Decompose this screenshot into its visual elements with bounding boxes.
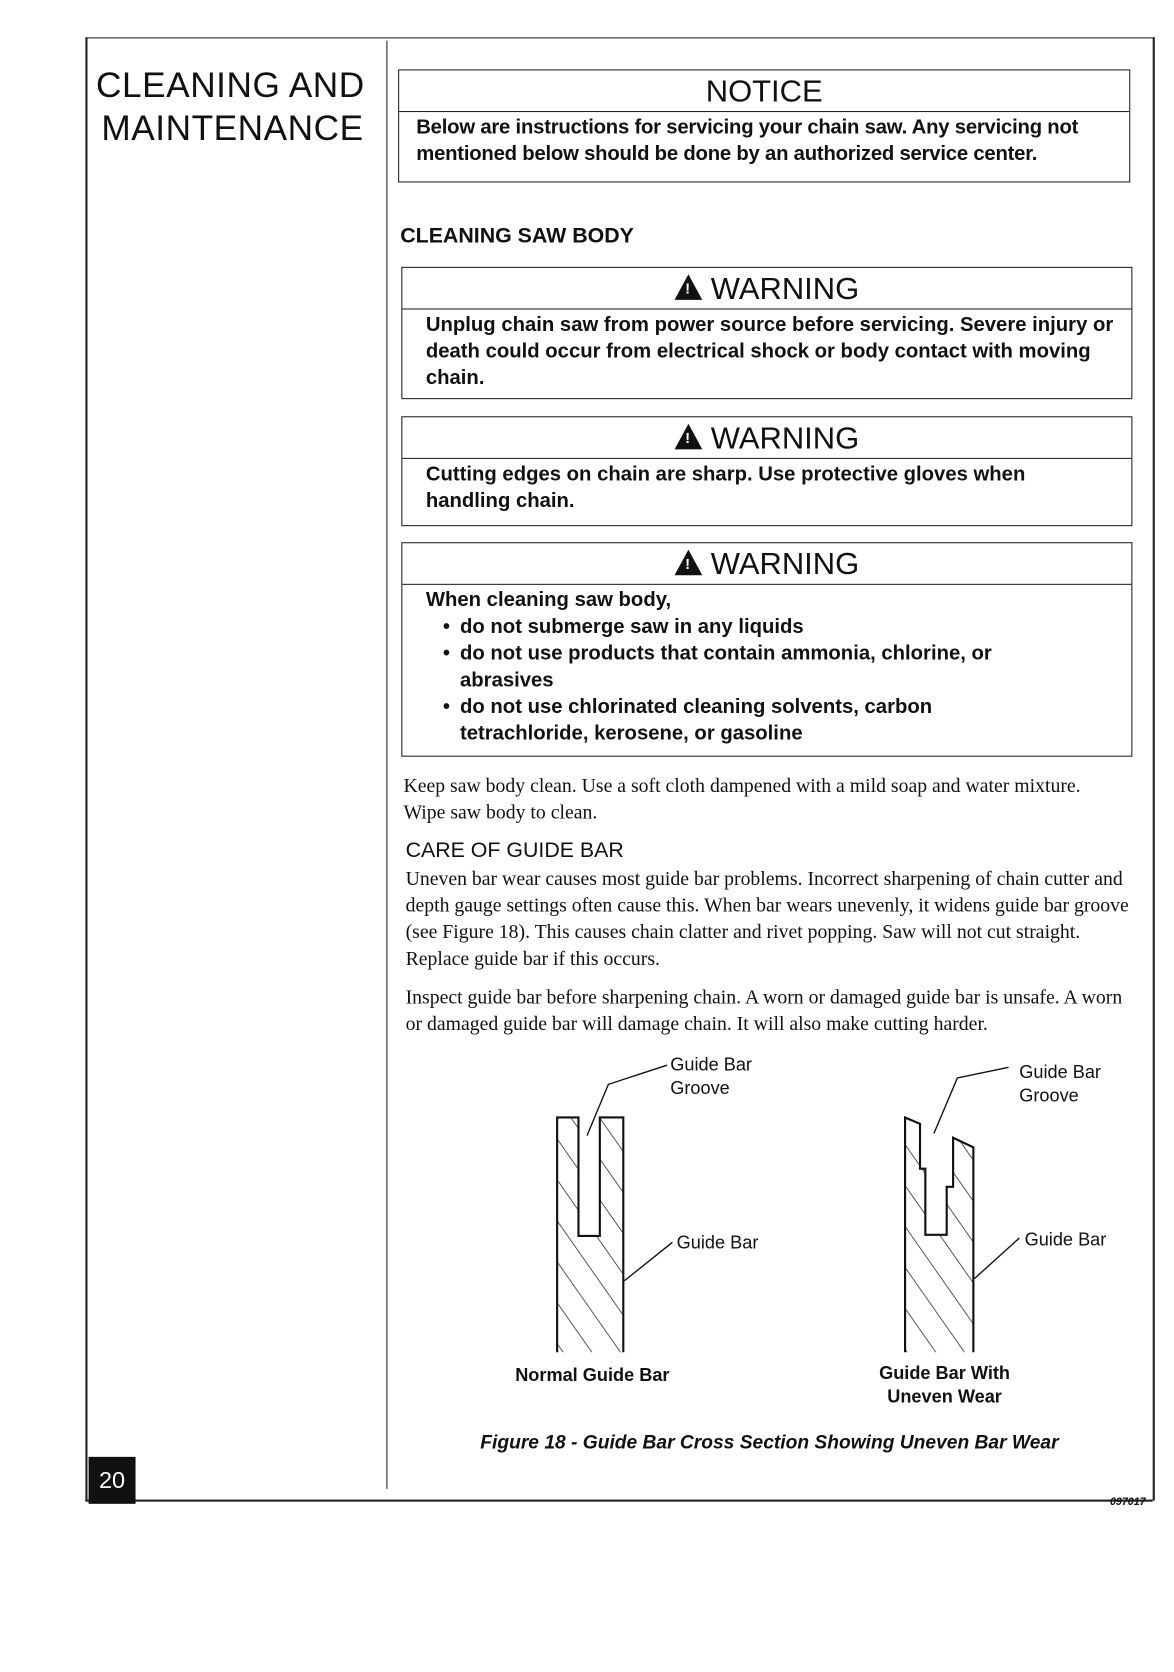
label-line: Groove bbox=[670, 1077, 730, 1099]
warning-list bbox=[426, 614, 1114, 747]
label-line: Groove bbox=[1019, 1085, 1079, 1106]
cleaning-saw-body-heading: CLEANING SAW BODY bbox=[400, 224, 634, 248]
bar-label-left: Guide Bar bbox=[676, 1232, 759, 1254]
guide-bar-paragraph-1: Uneven bar wear causes most guide bar problems. Incorrect sharpening of chain cutter and depth gauge settings often cause this. When bar wears unevenly, it widens guide bar groove (see Figure 18). This causes chain clatter and rivet popping. Saw will not cut straight. Replace guide bar if this occurs. bbox=[405, 868, 1129, 971]
caption-line: Uneven Wear bbox=[887, 1386, 1002, 1407]
warning-list-item: • do not submerge saw in any liquids bbox=[460, 614, 1050, 641]
section-title-line-2: MAINTENANCE bbox=[101, 107, 364, 148]
notice-box bbox=[398, 69, 1130, 182]
section-title bbox=[96, 64, 365, 149]
label-line: Guide Bar bbox=[1019, 1061, 1101, 1083]
warning-heading: WARNING bbox=[710, 421, 860, 456]
warning-text: Unplug chain saw from power source before servicing. Severe injury or death could occur from electrical shock or body contact with moving chain. bbox=[425, 313, 1114, 390]
guide-bar-paragraph-2: Inspect guide bar before sharpening chain. A worn or damaged guide bar is unsafe. A worn or damaged guide bar will damage chain. It will also make cutting harder. bbox=[405, 987, 1123, 1036]
label-line: Guide Bar bbox=[670, 1054, 752, 1075]
warning-triangle-icon bbox=[674, 424, 702, 450]
bar-label-right: Guide Bar bbox=[1024, 1229, 1107, 1250]
warning-box-3 bbox=[401, 542, 1132, 757]
warning-intro: When cleaning saw body, bbox=[425, 589, 672, 612]
normal-guide-bar-caption: Normal Guide Bar bbox=[515, 1365, 670, 1386]
warning-text: Cutting edges on chain are sharp. Use protective gloves when handling chain. bbox=[425, 463, 1026, 513]
warning-box-1 bbox=[401, 267, 1132, 399]
warning-heading: WARNING bbox=[710, 547, 860, 582]
document-code: 097017 bbox=[1109, 1496, 1146, 1509]
bottom-rule bbox=[85, 1500, 1152, 1502]
notice-text: Below are instructions for servicing your chain saw. Any servicing not mentioned below should be done by an authorized service center. bbox=[416, 116, 1079, 166]
notice-heading: NOTICE bbox=[399, 70, 1129, 112]
warning-list-item: • do not use products that contain ammonia, chlorine, or abrasives bbox=[460, 640, 1050, 693]
normal-guide-bar-drawing bbox=[557, 1065, 672, 1352]
warning-triangle-icon bbox=[674, 550, 702, 576]
care-of-guide-bar-heading: CARE OF GUIDE BAR bbox=[405, 838, 624, 863]
warning-triangle-icon bbox=[674, 274, 702, 300]
page-number: 20 bbox=[89, 1457, 136, 1504]
groove-label-left bbox=[670, 1053, 752, 1100]
column-divider bbox=[386, 41, 387, 1489]
section-title-line-1: CLEANING AND bbox=[96, 65, 365, 105]
warning-heading: WARNING bbox=[710, 272, 860, 307]
worn-guide-bar-drawing bbox=[905, 1067, 1019, 1352]
cleaning-paragraph: Keep saw body clean. Use a soft cloth dampened with a mild soap and water mixture. Wipe saw body to clean. bbox=[403, 775, 1081, 824]
figure-caption: Figure 18 - Guide Bar Cross Section Showing Uneven Bar Wear bbox=[480, 1431, 1059, 1453]
warning-list-item: • do not use chlorinated cleaning solvents, carbon tetrachloride, kerosene, or gasoline bbox=[460, 694, 1050, 747]
caption-line: Guide Bar With bbox=[879, 1362, 1010, 1384]
groove-label-right bbox=[1019, 1061, 1101, 1108]
warning-box-2 bbox=[401, 416, 1132, 526]
worn-guide-bar-caption bbox=[854, 1362, 1035, 1409]
